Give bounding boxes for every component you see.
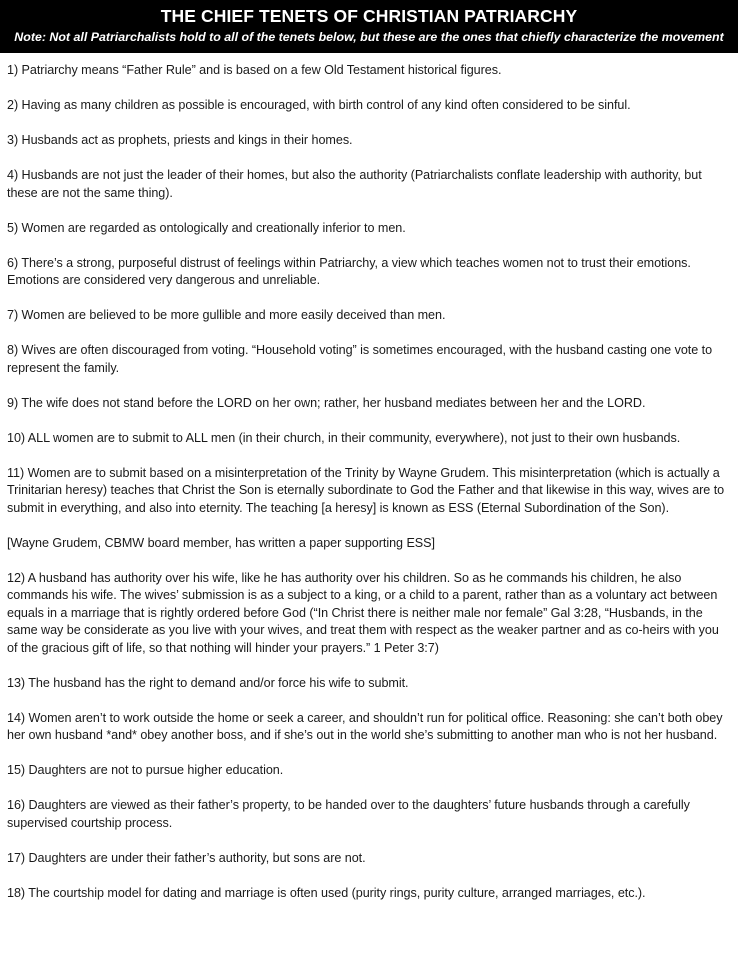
tenet-10: 10) ALL women are to submit to ALL men (in their church, in their community, everywhere), not just to their own husbands. xyxy=(7,430,681,445)
header-banner xyxy=(0,0,738,53)
tenet-4: 4) Husbands are not just the leader of their homes, but also the authority (Patriarchalists conflate leadership with authority, but these are not the same thing). xyxy=(7,168,702,200)
tenet-9: 9) The wife does not stand before the LORD on her own; rather, her husband mediates between her and the LORD. xyxy=(7,395,646,410)
tenet-11: 11) Women are to submit based on a misinterpretation of the Trinity by Wayne Grudem. This misinterpretation (which is actually a Trinitarian heresy) teaches that Christ the Son is eternally subordinate to God the Father and that likewise in this way, wives are to submit in everything, and also into eternity. The teaching [a heresy] is known as ESS (Eternal Subordination of the Son). xyxy=(7,465,725,515)
tenets-list xyxy=(0,53,738,902)
tenet-2: 2) Having as many children as possible is encouraged, with birth control of any kind often considered to be sinful. xyxy=(7,98,631,112)
tenet-5: 5) Women are regarded as ontologically and creationally inferior to men. xyxy=(7,220,406,235)
tenet-note-grudem: [Wayne Grudem, CBMW board member, has written a paper supporting ESS] xyxy=(7,535,435,550)
tenet-8: 8) Wives are often discouraged from voting. “Household voting” is sometimes encouraged, with the husband casting one vote to represent the family. xyxy=(7,343,713,375)
tenet-16: 16) Daughters are viewed as their father’s property, to be handed over to the daughters’ future husbands through a carefully supervised courtship process. xyxy=(7,798,690,830)
tenet-1: 1) Patriarchy means “Father Rule” and is based on a few Old Testament historical figures. xyxy=(7,63,502,77)
page-title: THE CHIEF TENETS OF CHRISTIAN PATRIARCHY xyxy=(160,6,578,26)
tenet-17: 17) Daughters are under their father’s authority, but sons are not. xyxy=(7,850,366,865)
tenet-13: 13) The husband has the right to demand and/or force his wife to submit. xyxy=(7,675,409,690)
tenet-3: 3) Husbands act as prophets, priests and kings in their homes. xyxy=(7,133,353,147)
header-note: Note: Not all Patriarchalists hold to all of the tenets below, but these are the ones that chiefly characterize the movement xyxy=(14,30,724,44)
tenet-14: 14) Women aren’t to work outside the home or seek a career, and shouldn’t run for political office. Reasoning: she can’t both obey her own husband *and* obey another boss, and if she’s out in the world she’s submitting to another man who is not her husband. xyxy=(7,710,723,742)
tenet-15: 15) Daughters are not to pursue higher education. xyxy=(7,763,284,777)
tenet-6: 6) There’s a strong, purposeful distrust of feelings within Patriarchy, a view which teaches women not to trust their emotions. Emotions are considered very dangerous and unreliable. xyxy=(7,255,691,287)
tenet-12: 12) A husband has authority over his wife, like he has authority over his children. So as he commands his children, he also commands his wife. The wives’ submission is as a subject to a king, or a child to a parent, rather than as a voluntary act between equals in a marriage that is rightly ordered before God (“In Christ there is neither male nor female” Gal 3:28, “Husbands, in the same way be considerate as you live with your wives, and treat them with respect as the weaker partner and as co-heirs with you of the gracious gift of life, so that nothing will hinder your prayers.” 1 Peter 3:7) xyxy=(7,570,719,655)
tenet-7: 7) Women are believed to be more gullible and more easily deceived than men. xyxy=(7,308,446,322)
tenet-18: 18) The courtship model for dating and marriage is often used (purity rings, purity culture, arranged marriages, etc.). xyxy=(7,885,646,900)
